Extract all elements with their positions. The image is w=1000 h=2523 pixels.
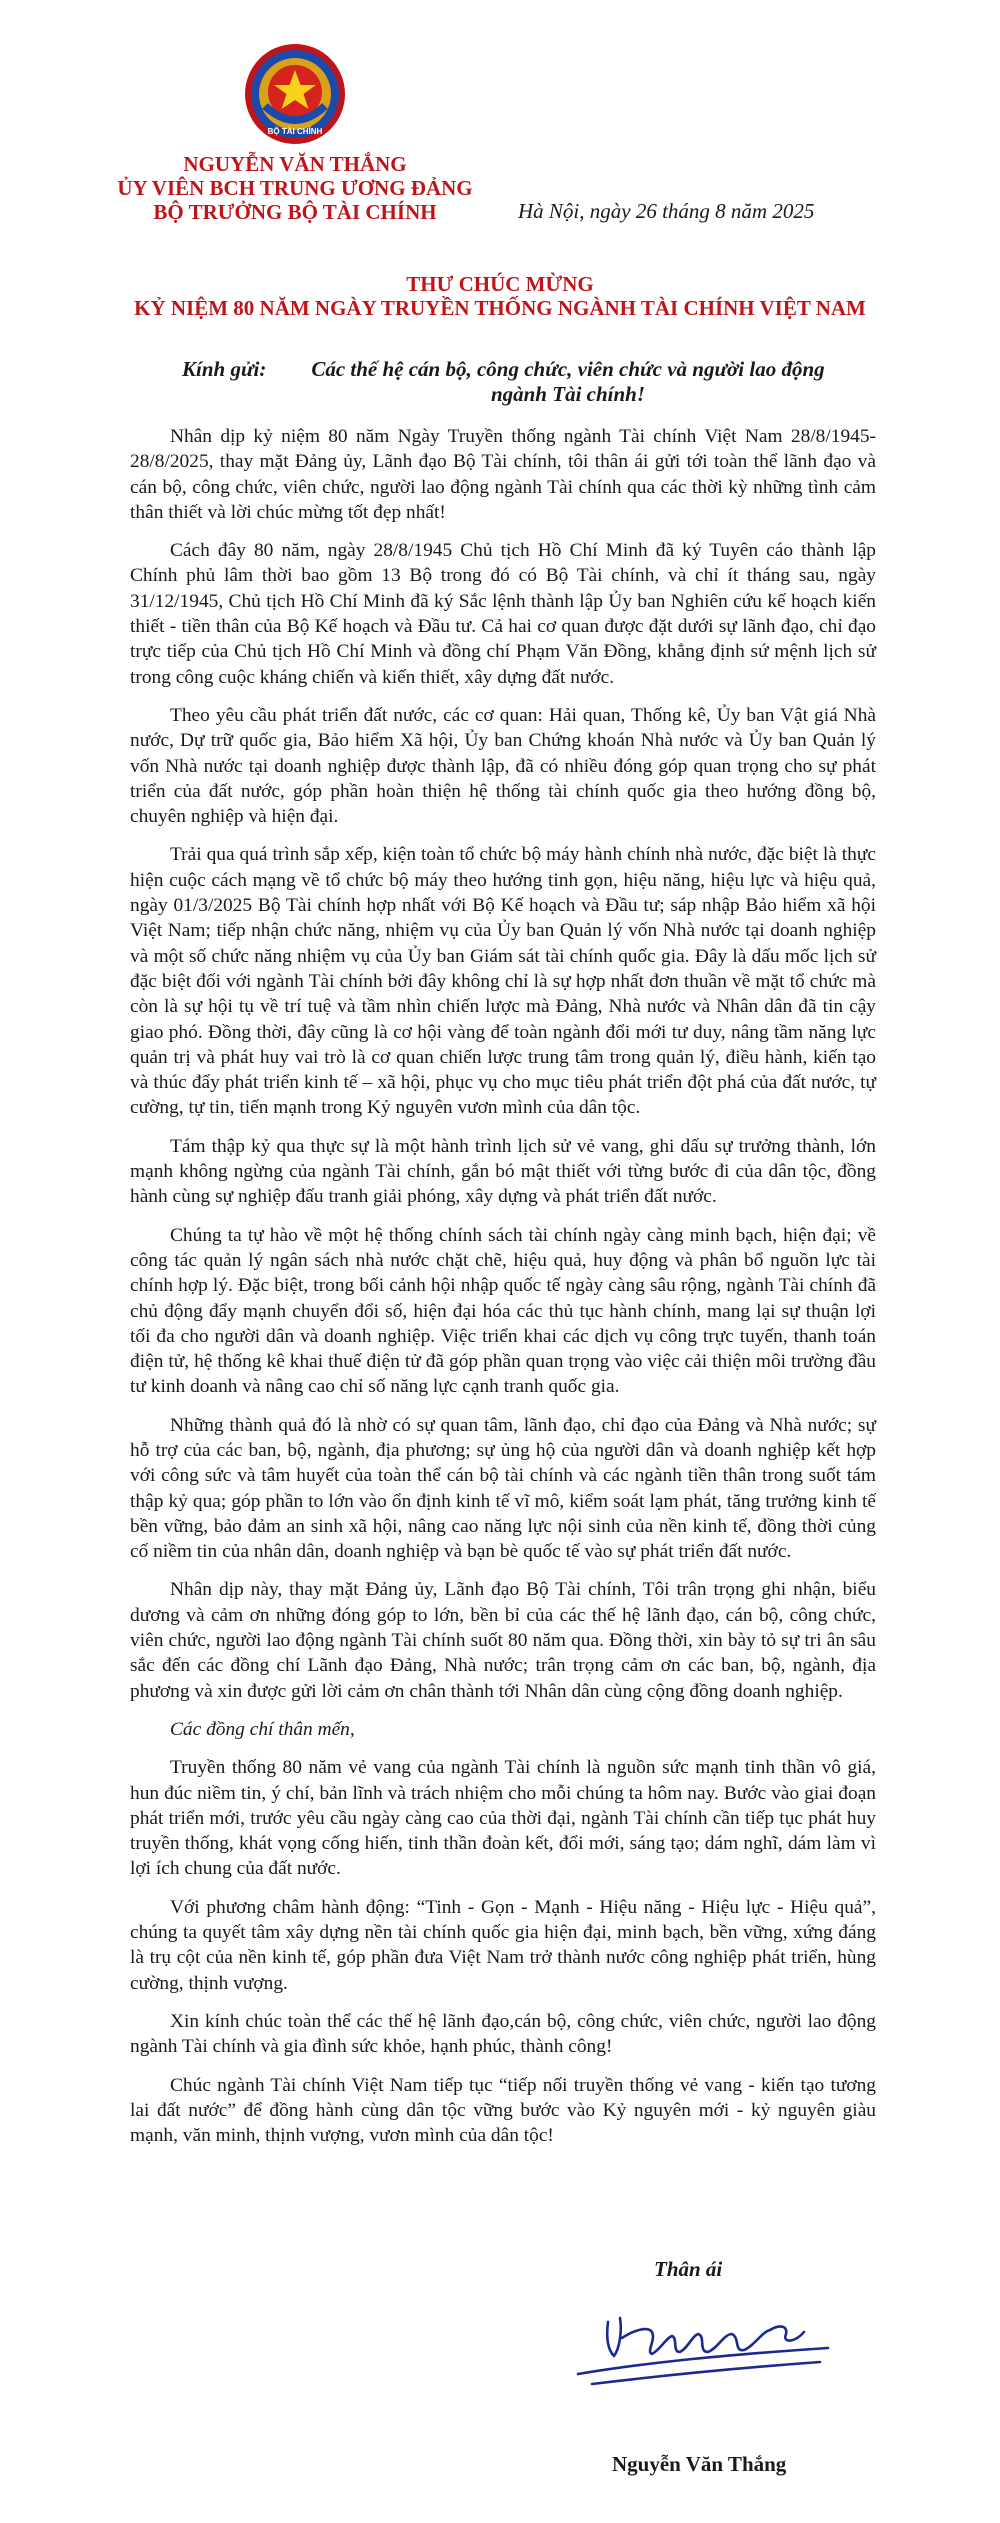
body-paragraph-4: Trải qua quá trình sắp xếp, kiện toàn tổ chức bộ máy hành chính nhà nước, đặc biệt là thực hiện cuộc cách mạng về tổ chức bộ máy theo hướng tinh gọn, hiệu năng, hiệu lực và hiệu quả, ngày 01/3/2025 Bộ Tài chính hợp nhất với Bộ Kế hoạch và Đầu tư; sáp nhập Bảo hiểm xã hội Việt Nam; tiếp nhận chức năng, nhiệm vụ của Ủy ban Quản lý vốn Nhà nước tại doanh nghiệp và một số chức năng nhiệm vụ của Ủy ban Giám sát tài chính quốc gia. Đây là dấu mốc lịch sử đặc biệt đối với ngành Tài chính bởi đây không chỉ là sự hợp nhất đơn thuần về mặt tổ chức mà còn là sự hội tụ về trí tuệ và tầm nhìn chiến lược mà Đảng, Nhà nước và Nhân dân đã tin cậy giao phó. Đồng thời, đây cũng là cơ hội vàng để toàn ngành đổi mới tư duy, nâng tầm năng lực quản trị và phát huy vai trò là cơ quan chiến lược trung tâm trong quản lý, điều hành, kiến tạo và thúc đẩy phát triển kinh tế – xã hội, phục vụ cho mục tiêu phát triển đột phá của đất nước, tự cường, tự tin, tiến mạnh trong Kỷ nguyên vươn mình của dân tộc. xyxy=(130,844,876,1119)
letter-title xyxy=(80,272,920,320)
sender-name: NGUYỄN VĂN THẮNG xyxy=(183,152,407,176)
title-line-1: THƯ CHÚC MỪNG xyxy=(406,272,594,296)
sender-block xyxy=(100,152,490,224)
closing-salutation: Thân ái xyxy=(654,2257,723,2281)
emblem-text: BỘ TÀI CHÍNH xyxy=(267,127,323,136)
letter-body xyxy=(130,424,876,2161)
body-paragraph-10: Với phương châm hành động: “Tinh - Gọn - Mạnh - Hiệu năng - Hiệu lực - Hiệu quả”, chúng ta quyết tâm xây dựng nền tài chính quốc gia hiện đại, minh bạch, bền vững, xứng đáng là trụ cột của nền kinh tế, góp phần đưa Việt Nam trở thành nước công nghiệp phát triển, hùng cường, thịnh vượng. xyxy=(130,1896,876,1994)
body-paragraph-7: Những thành quả đó là nhờ có sự quan tâm, lãnh đạo, chỉ đạo của Đảng và Nhà nước; sự hỗ trợ của các ban, bộ, ngành, địa phương; sự ủng hộ của người dân và doanh nghiệp kết hợp với công sức và tâm huyết của toàn thể cán bộ tài chính và các ngành tiền thân trong suốt tám thập kỷ qua; góp phần to lớn vào ổn định kinh tế vĩ mô, kiểm soát lạm phát, tăng trưởng kinh tế bền vững, bảo đảm an sinh xã hội, nâng cao năng lực nội sinh của nền kinh tế, đồng thời củng cố niềm tin của nhân dân, doanh nghiệp và bạn bè quốc tế vào sự phát triển đất nước. xyxy=(130,1414,876,1563)
signature-image xyxy=(548,2290,848,2400)
body-paragraph-11: Xin kính chúc toàn thể các thế hệ lãnh đạo,cán bộ, công chức, viên chức, người lao động ngành Tài chính và gia đình sức khỏe, hạnh phúc, thành công! xyxy=(130,2010,876,2058)
body-paragraph-6: Chúng ta tự hào về một hệ thống chính sách tài chính ngày càng minh bạch, hiện đại; về công tác quản lý ngân sách nhà nước chặt chẽ, hiệu quả, huy động và phân bổ nguồn lực tài chính hợp lý. Đặc biệt, trong bối cảnh hội nhập quốc tế ngày càng sâu rộng, ngành Tài chính đã chủ động đẩy mạnh chuyển đổi số, hiện đại hóa các thủ tục hành chính, mang lại sự thuận lợi tối đa cho người dân và doanh nghiệp. Việc triển khai các dịch vụ công trực tuyến, thanh toán điện tử, hệ thống kê khai thuế điện tử đã góp phần quan trọng vào việc cải thiện môi trường đầu tư kinh doanh và nâng cao chỉ số năng lực cạnh tranh quốc gia. xyxy=(130,1224,876,1398)
recipient-label: Kính gửi: xyxy=(182,357,267,381)
body-paragraph-3: Theo yêu cầu phát triển đất nước, các cơ quan: Hải quan, Thống kê, Ủy ban Vật giá Nhà nước, Dự trữ quốc gia, Bảo hiểm Xã hội, Ủy ban Chứng khoán Nhà nước và Ủy ban Quản lý vốn Nhà nước tại doanh nghiệp được thành lập, đã có nhiều đóng góp quan trọng cho sự phát triển của đất nước, góp phần hoàn thiện hệ thống tài chính quốc gia theo hướng đồng bộ, chuyên nghiệp và hiện đại. xyxy=(130,704,876,828)
body-paragraph-8: Nhân dịp này, thay mặt Đảng ủy, Lãnh đạo Bộ Tài chính, Tôi trân trọng ghi nhận, biểu dương và cảm ơn những đóng góp to lớn, bền bỉ của các thế hệ lãnh đạo, cán bộ, công chức, viên chức, người lao động ngành Tài chính suốt 80 năm qua. Đồng thời, xin bày tỏ sự tri ân sâu sắc đến các đồng chí Lãnh đạo Đảng, Nhà nước; trân trọng cảm ơn các ban, bộ, ngành, địa phương và xin được gửi lời cảm ơn chân thành tới Nhân dân cùng cộng đồng doanh nghiệp. xyxy=(130,1579,876,1702)
body-paragraph-12: Chúc ngành Tài chính Việt Nam tiếp tục “tiếp nối truyền thống vẻ vang - kiến tạo tương lai đất nước” để đồng hành cùng dân tộc vững bước vào Kỷ nguyên mới - kỷ nguyên giàu mạnh, văn minh, thịnh vượng, vươn mình của dân tộc! xyxy=(130,2074,876,2147)
signer-name: Nguyễn Văn Thắng xyxy=(612,2452,787,2476)
body-paragraph-1: Nhân dịp kỷ niệm 80 năm Ngày Truyền thống ngành Tài chính Việt Nam 28/8/1945-28/8/2025, thay mặt Đảng ủy, Lãnh đạo Bộ Tài chính, tôi thân ái gửi tới toàn thể lãnh đạo và cán bộ, công chức, viên chức, người lao động ngành Tài chính qua các thời kỳ những tình cảm thân thiết và lời chúc mừng tốt đẹp nhất! xyxy=(130,426,876,523)
body-paragraph-9: Truyền thống 80 năm vẻ vang của ngành Tài chính là nguồn sức mạnh tinh thần vô giá, hun đúc niềm tin, ý chí, bản lĩnh và trách nhiệm cho mỗi chúng ta hôm nay. Bước vào giai đoạn phát triển mới, trước yêu cầu ngày càng cao của thời đại, ngành Tài chính cần tiếp tục phát huy truyền thống, khát vọng cống hiến, tinh thần đoàn kết, đổi mới, sáng tạo; dám nghĩ, dám làm vì lợi ích chung của đất nước. xyxy=(130,1757,876,1880)
recipient-text: Các thế hệ cán bộ, công chức, viên chức và người lao động ngành Tài chính! xyxy=(311,357,825,406)
body-paragraph-2: Cách đây 80 năm, ngày 28/8/1945 Chủ tịch Hồ Chí Minh đã ký Tuyên cáo thành lập Chính phủ lâm thời bao gồm 13 Bộ trong đó có Bộ Tài chính, và chỉ ít tháng sau, ngày 31/12/1945, Chủ tịch Hồ Chí Minh đã ký Sắc lệnh thành lập Ủy ban Nghiên cứu kế hoạch kiến thiết - tiền thân của Bộ Kế hoạch và Đầu tư. Cả hai cơ quan được đặt dưới sự lãnh đạo, chỉ đạo trực tiếp của Chủ tịch Hồ Chí Minh và đồng chí Phạm Văn Đồng, khẳng định sứ mệnh lịch sử trong công cuộc kháng chiến và kiến thiết, xây dựng đất nước. xyxy=(130,540,876,688)
title-line-2: KỶ NIỆM 80 NĂM NGÀY TRUYỀN THỐNG NGÀNH TÀI CHÍNH VIỆT NAM xyxy=(134,296,866,320)
greeting-line: Các đồng chí thân mến, xyxy=(170,1718,355,1740)
body-paragraph-5: Tám thập kỷ qua thực sự là một hành trình lịch sử vẻ vang, ghi dấu sự trưởng thành, lớn mạnh không ngừng của ngành Tài chính, gắn bó mật thiết với từng bước đi của dân tộc, đồng hành cùng sự nghiệp đấu tranh giải phóng, xây dựng và phát triển đất nước. xyxy=(130,1135,876,1208)
sender-title-party: ỦY VIÊN BCH TRUNG ƯƠNG ĐẢNG xyxy=(117,176,473,200)
sender-title-minister: BỘ TRƯỞNG BỘ TÀI CHÍNH xyxy=(153,200,437,224)
place-date: Hà Nội, ngày 26 tháng 8 năm 2025 xyxy=(518,199,815,223)
emblem-icon xyxy=(243,42,347,146)
